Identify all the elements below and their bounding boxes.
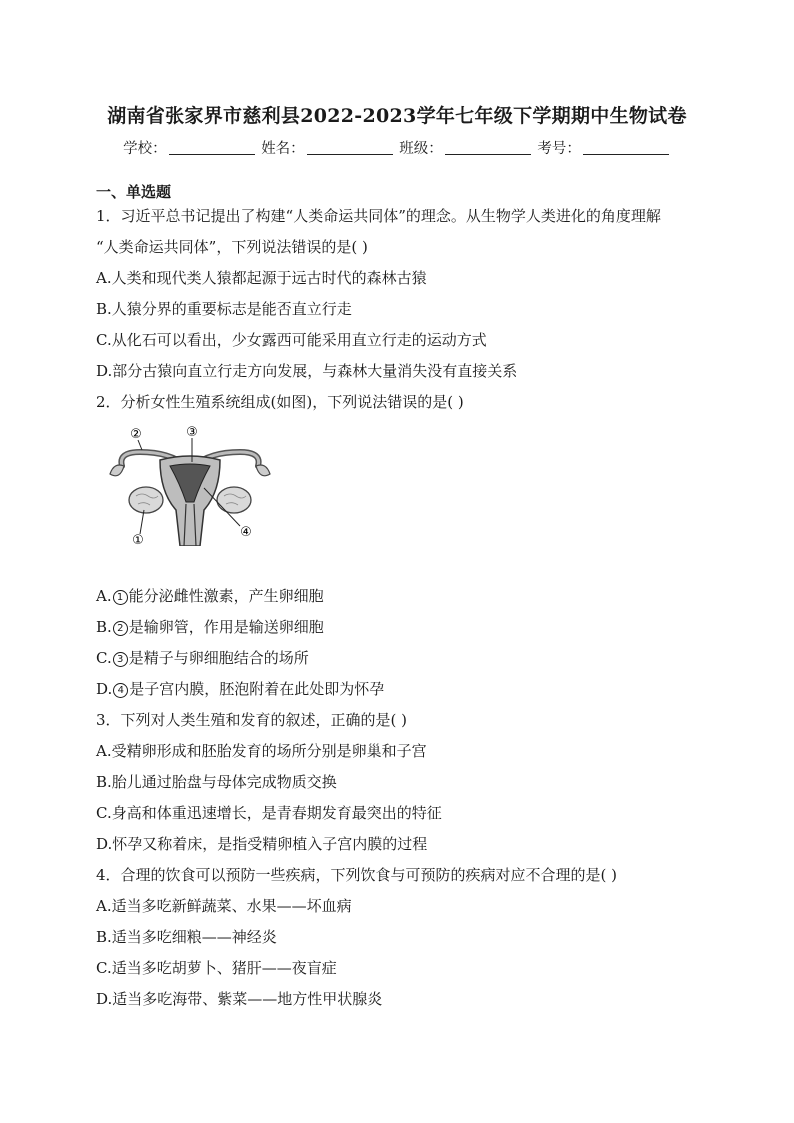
q4-option-d: D.适当多吃海带、紫菜——地方性甲状腺炎 [96, 990, 383, 1008]
school-blank[interactable] [169, 140, 255, 155]
circled-number-3: 3 [113, 652, 128, 667]
q1-option-c: C.从化石可以看出，少女露西可能采用直立行走的运动方式 [96, 331, 487, 349]
exam-number-label: 考号： [537, 141, 581, 157]
q3-option-a: A.受精卵形成和胚胎发育的场所分别是卵巢和子宫 [96, 742, 427, 760]
exam-number-blank[interactable] [583, 140, 669, 155]
q1-stem-line2: “人类命运共同体”，下列说法错误的是( ) [96, 238, 368, 256]
name-blank[interactable] [307, 140, 393, 155]
q4-option-a: A.适当多吃新鲜蔬菜、水果——坏血病 [96, 897, 352, 915]
label-3: ③ [186, 425, 198, 440]
q1-option-d: D.部分古猿向直立行走方向发展，与森林大量消失没有直接关系 [96, 362, 518, 380]
class-label: 班级： [399, 141, 443, 157]
q1-option-a: A.人类和现代类人猿都起源于远古时代的森林古猿 [96, 269, 427, 287]
female-reproductive-system-diagram [100, 422, 280, 546]
q4-option-b: B.适当多吃细粮——神经炎 [96, 928, 277, 946]
label-2: ② [130, 427, 142, 442]
circled-number-2: 2 [113, 621, 128, 636]
q2-option-c: C. 3 是精子与卵细胞结合的场所 [96, 649, 309, 667]
q3-option-c: C.身高和体重迅速增长，是青春期发育最突出的特征 [96, 804, 442, 822]
q1-stem-line1: 1．习近平总书记提出了构建“人类命运共同体”的理念。从生物学人类进化的角度理解 [96, 207, 661, 225]
circled-number-4: 4 [113, 683, 128, 698]
circled-number-1: 1 [113, 590, 128, 605]
label-4: ④ [240, 525, 252, 540]
q3-option-b: B.胎儿通过胎盘与母体完成物质交换 [96, 773, 337, 791]
q3-stem: 3．下列对人类生殖和发育的叙述，正确的是( ) [96, 711, 408, 729]
student-info-line [0, 137, 794, 158]
q4-stem: 4．合理的饮食可以预防一些疾病，下列饮食与可预防的疾病对应不合理的是( ) [96, 866, 618, 884]
name-label: 姓名： [261, 141, 305, 157]
q3-option-d: D.怀孕又称着床，是指受精卵植入子宫内膜的过程 [96, 835, 428, 853]
class-blank[interactable] [445, 140, 531, 155]
q2-option-b: B. 2 是输卵管，作用是输送卵细胞 [96, 618, 324, 636]
q4-option-c: C.适当多吃胡萝卜、猪肝——夜盲症 [96, 959, 337, 977]
q2-stem: 2．分析女性生殖系统组成(如图)，下列说法错误的是( ) [96, 393, 464, 411]
school-label: 学校： [123, 141, 167, 157]
q1-option-b: B.人猿分界的重要标志是能否直立行走 [96, 300, 352, 318]
section-heading: 一、单选题 [96, 183, 172, 201]
q2-option-a: A. 1 能分泌雌性激素，产生卵细胞 [96, 587, 324, 605]
exam-title: 湖南省张家界市慈利县2022-2023学年七年级下学期期中生物试卷 [107, 105, 687, 127]
q2-option-d: D. 4 是子宫内膜，胚泡附着在此处即为怀孕 [96, 680, 385, 698]
label-1: ① [132, 533, 144, 546]
